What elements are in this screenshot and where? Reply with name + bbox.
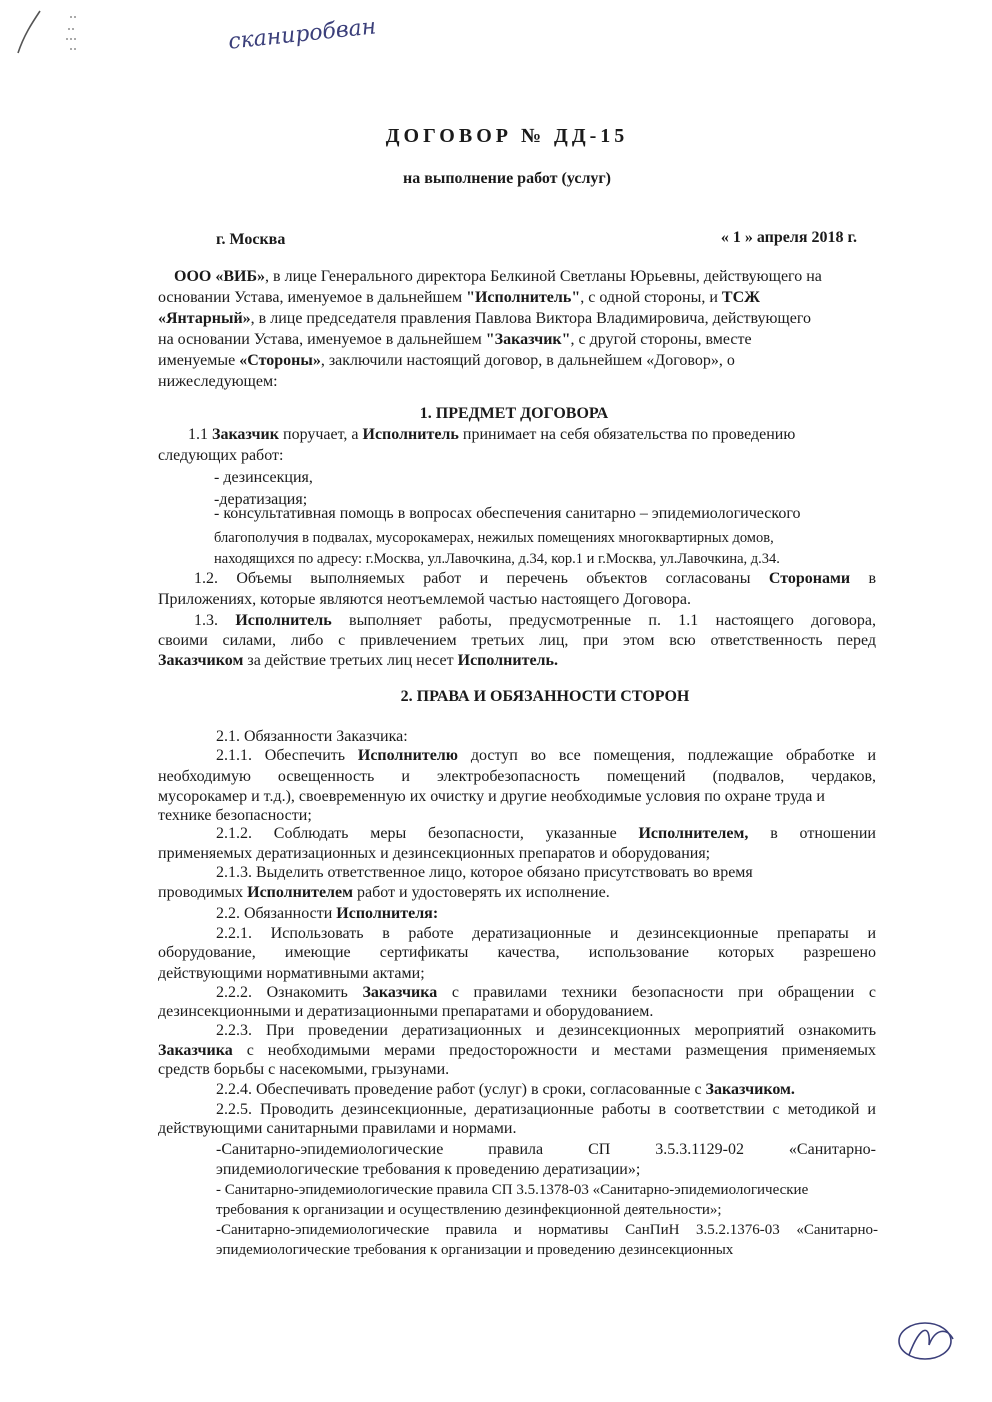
- clause-2-2-1-end: действующими нормативными актами;: [158, 965, 425, 982]
- clause-2-2-1-cont: оборудование, имеющие сертификаты качества, использование которых разрешено: [158, 944, 876, 961]
- document-subtitle: на выполнение работ (услуг): [402, 170, 612, 187]
- clause-1-2: 1.2. Объемы выполняемых работ и перечень объектов согласованы Сторонами в: [194, 570, 876, 587]
- section-2-heading: 2. ПРАВА И ОБЯЗАННОСТИ СТОРОН: [400, 688, 690, 705]
- corner-scribble: [10, 5, 100, 60]
- clause-2-1-3-cont: проводимых Исполнителем работ и удостоверять их исполнение.: [158, 884, 610, 901]
- intro-line-2: основании Устава, именуемое в дальнейшем "Исполнитель", с одной стороны, и ТСЖ: [158, 289, 760, 306]
- intro-line-4: на основании Устава, именуемое в дальнейшем "Заказчик", с другой стороны, вместе: [158, 331, 752, 348]
- intro-line-5: именуемые «Стороны», заключили настоящий договор, в дальнейшем «Договор», о: [158, 352, 735, 369]
- list-item-3-cont: находящихся по адресу: г.Москва, ул.Лавочкина, д.34, кор.1 и г.Москва, ул.Лавочкина, д.34.: [214, 551, 780, 567]
- clause-1-3: 1.3. Исполнитель выполняет работы, предусмотренные п. 1.1 настоящего договора,: [194, 612, 876, 629]
- section-1-heading: 1. ПРЕДМЕТ ДОГОВОРА: [419, 405, 609, 422]
- intro-line-6: нижеследующем:: [158, 373, 278, 390]
- regulation-3: -Санитарно-эпидемиологические правила и нормативы СанПиН 3.5.2.1376-03 «Санитарно-: [216, 1222, 878, 1238]
- clause-1-3-end: Заказчиком за действие третьих лиц несет Исполнитель.: [158, 652, 558, 669]
- clause-1-3-cont: своими силами, либо с привлечением третьих лиц, при этом всю ответственность перед: [158, 632, 876, 649]
- clause-2-1-1: 2.1.1. Обеспечить Исполнителю доступ во все помещения, подлежащие обработке и: [216, 747, 876, 764]
- regulation-2-cont: требования к организации и осуществлению дезинфекционной деятельности»;: [216, 1202, 722, 1218]
- clause-2-1-1-cont: необходимую освещенность и электробезопасность помещений (подвалов, чердаков,: [158, 768, 876, 785]
- clause-2-2-1: 2.2.1. Использовать в работе дератизационные и дезинсекционные препараты и: [216, 925, 876, 942]
- intro-line-1: ООО «ВИБ», в лице Генерального директора Белкиной Светланы Юрьевны, действующего на: [174, 268, 822, 285]
- clause-2-1-3: 2.1.3. Выделить ответственное лицо, которое обязано присутствовать во время: [216, 864, 753, 881]
- clause-2-1-2-cont: применяемых дератизационных и дезинсекционных препаратов и оборудования;: [158, 845, 711, 862]
- clause-2-2-4: 2.2.4. Обеспечивать проведение работ (услуг) в сроки, согласованные с Заказчиком.: [216, 1081, 795, 1098]
- clause-2-2-5: 2.2.5. Проводить дезинсекционные, дератизационные работы в соответствии с методикой и: [216, 1101, 876, 1118]
- list-item-3: - консультативная помощь в вопросах обеспечения санитарно – эпидемиологического: [214, 505, 801, 522]
- clause-2-2-5-cont: действующими санитарными правилами и нормами.: [158, 1120, 517, 1137]
- clause-2-2: 2.2. Обязанности Исполнителя:: [216, 905, 439, 922]
- regulation-1: -Санитарно-эпидемиологические правила СП 3.5.3.1129-02 «Санитарно-: [216, 1141, 876, 1158]
- clause-1-1: 1.1 Заказчик поручает, а Исполнитель принимает на себя обязательства по проведению: [188, 426, 796, 443]
- clause-2-2-3-cont: Заказчика с необходимыми мерами предосторожности и местами размещения применяемых: [158, 1042, 876, 1059]
- clause-2-2-2-cont: дезинсекционными и дератизационными препаратами и оборудованием.: [158, 1003, 654, 1020]
- intro-line-3: «Янтарный», в лице председателя правления Павлова Виктора Владимировича, действующего: [158, 310, 812, 327]
- regulation-2: - Санитарно-эпидемиологические правила СП 3.5.1378-03 «Санитарно-эпидемиологические: [216, 1182, 809, 1198]
- date: « 1 » апреля 2018 г.: [720, 229, 857, 246]
- document-title: ДОГОВОР № ДД-15: [385, 125, 629, 147]
- clause-1-2-cont: Приложениях, которые являются неотъемлемой частью настоящего Договора.: [158, 591, 691, 608]
- list-item-3-cont: благополучия в подвалах, мусорокамерах, нежилых помещениях многоквартирных домов,: [214, 530, 774, 546]
- initials-signature: [895, 1315, 965, 1365]
- clause-2-2-2: 2.2.2. Ознакомить Заказчика с правилами техники безопасности при обращении с: [216, 984, 876, 1001]
- list-item-1: - дезинсекция,: [214, 469, 313, 486]
- clause-1-1-cont: следующих работ:: [158, 447, 284, 464]
- handwritten-note: сканиробван: [227, 14, 378, 55]
- clause-2-2-3-end: средств борьбы с насекомыми, грызунами.: [158, 1061, 450, 1078]
- regulation-1-cont: эпидемиологические требования к проведению дератизации»;: [216, 1161, 641, 1178]
- city: г. Москва: [216, 231, 286, 248]
- clause-2-1-2: 2.1.2. Соблюдать меры безопасности, указанные Исполнителем, в отношении: [216, 825, 876, 842]
- regulation-3-cont: эпидемиологические требования к организации и проведению дезинсекционных: [216, 1242, 734, 1258]
- clause-2-1-1-end: технике безопасности;: [158, 807, 312, 824]
- clause-2-1-1-cont: мусорокамер и т.д.), своевременную их очистку и другие необходимые условия по охране труда и: [158, 788, 825, 805]
- clause-2-1: 2.1. Обязанности Заказчика:: [216, 728, 408, 745]
- list-item-2: -дератизация;: [214, 491, 308, 508]
- clause-2-2-3: 2.2.3. При проведении дератизационных и дезинсекционных мероприятий ознакомить: [216, 1022, 876, 1039]
